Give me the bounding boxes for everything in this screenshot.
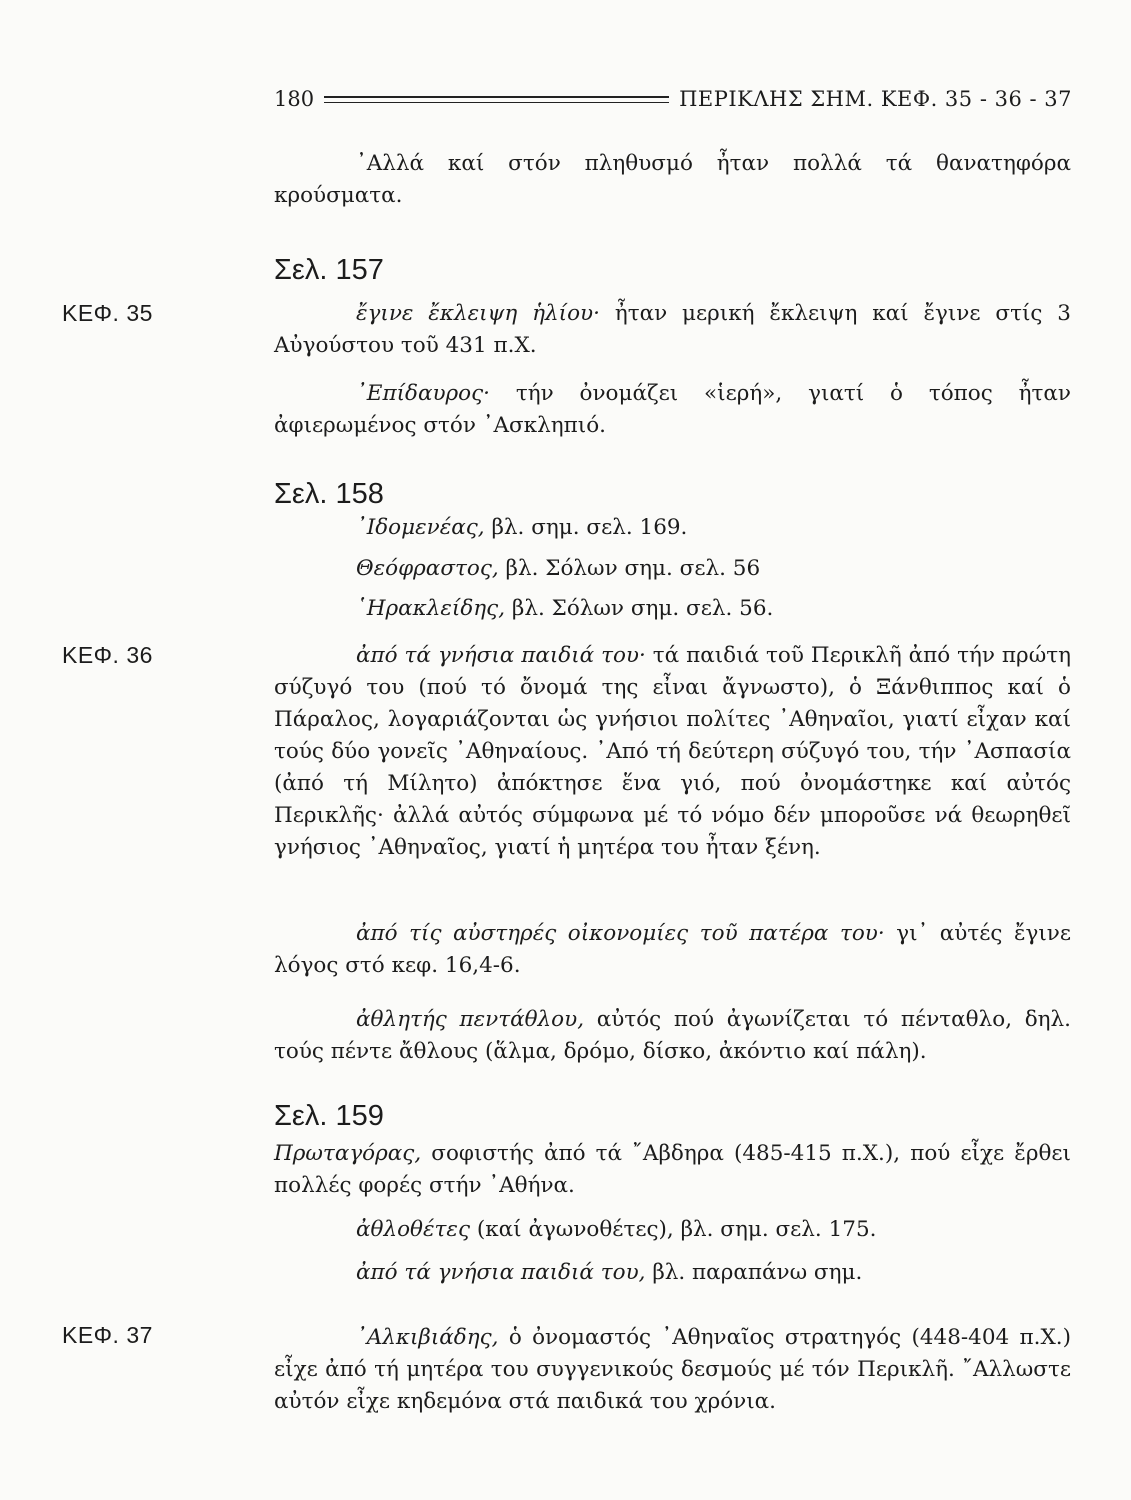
section-heading-157: Σελ. 157 — [274, 254, 384, 286]
note-text: αὐτός πού ἀγωνίζεται τό πένταθλο, δηλ. τούς πέντε ἄθλους (ἅλμα, δρόμο, δίσκο, ἀκόντιο καί πάλη). — [274, 1007, 1071, 1064]
note-text: ἦταν μερική ἔκλειψη καί ἔγινε στίς 3 Αὐγούστου τοῦ 431 π.Χ. — [274, 301, 1071, 358]
note-term: ἀπό τά γνήσια παιδιά του· — [356, 643, 646, 668]
section-heading-159: Σελ. 159 — [274, 1100, 384, 1132]
note-eclipse — [274, 298, 1071, 362]
note-text: ὁ ὀνομαστός ᾿Αθηναῖος στρατηγός (448-404 π.Χ.) εἶχε ἀπό τή μητέρα του συγγενικούς δεσμούς μέ τόν Περικλῆ. ῎Αλλωστε αὐτόν εἶχε κηδεμόνα στά παιδικά του χρόνια. — [274, 1325, 1071, 1414]
note-text: βλ. Σόλων σημ. σελ. 56. — [505, 596, 774, 621]
header-rule — [324, 96, 669, 103]
note-term: ἀθλητής πεντάθλου, — [356, 1007, 585, 1032]
margin-label-kef-37: ΚΕΦ. 37 — [62, 1322, 153, 1348]
note-term: ἀπό τίς αὐστηρές οἰκονομίες τοῦ πατέρα του· — [356, 921, 885, 946]
section-heading-158: Σελ. 158 — [274, 478, 384, 510]
note-legitimate-children-ref — [356, 1257, 862, 1289]
page-number: 180 — [274, 87, 315, 111]
note-text: βλ. Σόλων σημ. σελ. 56 — [498, 556, 761, 581]
note-athlothetes — [356, 1214, 876, 1246]
note-pentathlete — [274, 1004, 1071, 1068]
note-protagoras — [274, 1138, 1071, 1202]
note-term: Πρωταγόρας, — [274, 1141, 422, 1166]
note-legitimate-children — [274, 640, 1071, 864]
note-term: ᾿Αλκιβιάδης, — [356, 1325, 499, 1350]
note-term: ἀθλοθέτες — [356, 1217, 470, 1242]
note-heracleides — [356, 593, 773, 625]
note-term: ᾿Επίδαυρος· — [356, 381, 490, 406]
note-text: τήν ὀνομάζει «ἱερή», γιατί ὁ τόπος ἦταν ἀφιερωμένος στόν ᾿Ασκληπιό. — [274, 381, 1071, 438]
note-text: βλ. παραπάνω σημ. — [645, 1260, 863, 1285]
margin-label-kef-35: ΚΕΦ. 35 — [62, 300, 153, 326]
note-theophrastus — [356, 553, 760, 585]
note-epidaurus — [274, 378, 1071, 442]
note-economies — [274, 918, 1071, 982]
running-header — [274, 84, 1072, 114]
note-text: βλ. σημ. σελ. 169. — [484, 515, 688, 540]
note-idomeneus — [356, 512, 687, 544]
running-title: ΠΕΡΙΚΛΗΣ ΣΗΜ. ΚΕΦ. 35 - 36 - 37 — [679, 87, 1072, 111]
note-text: σοφιστής ἀπό τά ῎Αβδηρα (485-415 π.Χ.), πού εἶχε ἔρθει πολλές φορές στήν ᾿Αθήνα. — [274, 1141, 1071, 1198]
margin-label-kef-36: ΚΕΦ. 36 — [62, 642, 153, 668]
note-term: ἔγινε ἔκλειψη ἡλίου· — [356, 301, 600, 326]
note-text: τά παιδιά τοῦ Περικλῆ ἀπό τήν πρώτη σύζυγό του (πού τό ὄνομά της εἶναι ἄγνωστο), ὁ Ξάνθιππος καί ὁ Πάραλος, λογαριάζονται ὡς γνήσιοι πολίτες ᾿Αθηναῖοι, γιατί εἶχαν καί τούς δύο γονεῖς ᾿Αθηναίους. ᾿Από τή δεύτερη σύζυγό του, τήν ᾿Ασπασία (ἀπό τή Μίλητο) ἀπόκτησε ἕνα γιό, πού ὀνομάστηκε καί αὐτός Περικλῆς· ἀλλά αὐτός σύμφωνα μέ τό νόμο δέν μποροῦσε νά θεωρηθεῖ γνήσιος ᾿Αθηναῖος, γιατί ἡ μητέρα του ἦταν ξένη. — [274, 643, 1072, 860]
note-alcibiades — [274, 1322, 1071, 1418]
note-text: γι᾿ αὐτές ἔγινε λόγος στό κεφ. 16,4-6. — [274, 921, 1071, 978]
note-term: ῾Ηρακλείδης, — [356, 596, 506, 621]
intro-paragraph: ᾿Αλλά καί στόν πληθυσμό ἦταν πολλά τά θανατηφόρα κρούσματα. — [274, 151, 1071, 208]
note-term: ἀπό τά γνήσια παιδιά του, — [356, 1260, 646, 1285]
note-term: Θεόφραστος, — [356, 556, 499, 581]
note-term: ᾿Ιδομενέας, — [356, 515, 485, 540]
note-text: (καί ἀγωνοθέτες), βλ. σημ. σελ. 175. — [470, 1217, 877, 1242]
